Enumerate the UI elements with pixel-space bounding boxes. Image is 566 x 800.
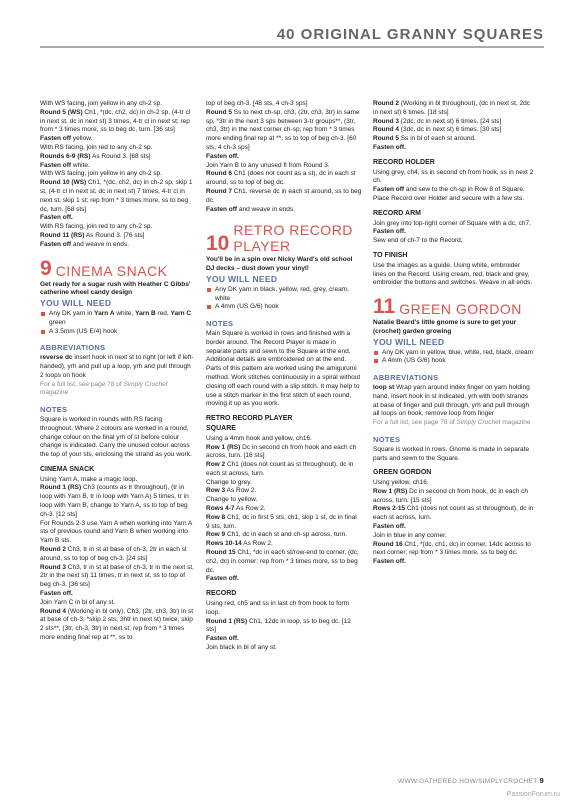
- text: With WS facing, join yellow in any ch-2 sp.: [40, 100, 163, 107]
- instruction: Round 6 Ch1 (does not count as a st), dc in each st around, ss to top of beg dc.: [206, 170, 356, 187]
- instruction: Fasten off white.: [40, 161, 90, 169]
- you-will-need-heading: YOU WILL NEED: [373, 336, 445, 347]
- instruction: Round 15 Ch1, *dc in each st/row-end to corner, (dc, ch2, dc) in corner; rep from * 3 times more, ss to beg dc.: [206, 549, 359, 574]
- text: Join Yarn C in bl of any st.: [40, 598, 116, 606]
- list-item: A 4mm (US G/6) hook: [206, 303, 362, 312]
- column-2: [206, 100, 362, 653]
- header-rule: [40, 46, 544, 48]
- instruction: Round 1 (RS) Ch3 (counts as tr throughout), (tr in loop with Yarn B, tr in loop with Yarn A) 5 times, tr in loop with Yarn B, change to Yarn A, ss to top of beg ch-3. [12 sts]: [40, 484, 189, 518]
- text: Change to yellow.: [206, 496, 258, 504]
- text: With RS facing, join red to any ch-2 sp.: [40, 143, 153, 151]
- instruction: Fasten off.: [206, 575, 239, 583]
- you-will-need-heading: YOU WILL NEED: [40, 298, 112, 309]
- section-title-10: [206, 222, 362, 254]
- column-3: [373, 100, 535, 567]
- instruction: Row 1 (RS) Dc in second ch from hook and each ch across, turn. [16 sts]: [206, 443, 357, 460]
- text: Using yellow, ch16.: [373, 479, 429, 487]
- text: Using red, ch5 and ss in last ch from hook to form loop.: [206, 600, 350, 616]
- abbreviation-reference: For a full list, see page 78 of Simply Crochet magazine: [373, 419, 531, 427]
- instruction: Fasten off.: [373, 143, 406, 151]
- instruction: Fasten off and sew to the ch-sp in Row 8 of Square.: [373, 186, 525, 194]
- abbreviation: loop st Wrap yarn around index finger on yarn holding hand, insert hook in st indicated, yrh with both strands at base of finger and pull through, yrh and pull through all loops on hook, remove loop from finger: [373, 383, 530, 418]
- notes-heading: NOTES: [40, 405, 68, 415]
- text: Place Record over Holder and secure with a few sts.: [373, 194, 525, 202]
- section-number: 10: [206, 232, 230, 256]
- text: top of beg ch-3. [48 sts, 4 ch-3 sps]: [206, 100, 308, 107]
- instruction: Rows 4-7 As Row 2.: [206, 505, 266, 513]
- subheading: SQUARE: [206, 424, 236, 432]
- instruction: Round 16 Ch1, *(dc, ch1, dc) in corner, 14dc across to next corner; rep from * 3 times more, ss to beg dc.: [373, 540, 531, 557]
- instruction: Round 5 Ss to next ch-sp, ch3, (2tr, ch3, 3tr) in same sp, *3tr in the next 3 sps between 3-tr groups**, (3tr, ch3, 3tr) in the next corner ch-sp; rep from * 3 times more ending final rep at **, ss to top of beg ch-3. [60 sts, 4 ch-3 sps]: [206, 108, 360, 151]
- text: Join grey into top-right corner of Square with a dc, ch7.: [373, 219, 531, 227]
- abbreviations-heading: ABBREVIATIONS: [40, 343, 106, 353]
- text: With WS facing, join yellow in any ch-2 sp.: [40, 170, 163, 178]
- text: Change to grey.: [206, 478, 252, 486]
- instruction: Round 7 Ch1, reverse dc in each st around, ss to beg dc.: [206, 187, 362, 204]
- list-item: Any DK yarn in black, yellow, red, grey, cream, white: [206, 286, 362, 304]
- text: For Rounds 2-3 use Yarn A when working into Yarn A sts of previous round and Yarn B when working into Yarn B sts.: [40, 519, 193, 545]
- instruction: Round 11 (RS) As Round 3. [76 sts]: [40, 231, 145, 239]
- subheading: RETRO RECORD PLAYER: [206, 415, 293, 423]
- footer-url[interactable]: WWW.GATHERED.HOW/SIMPLYCROCHET: [398, 778, 538, 785]
- section-intro: Get ready for a sugar rush with Heather C Gibbs' catherine wheel candy design: [40, 280, 191, 297]
- text: With RS facing, join red to any ch-2 sp.: [40, 223, 153, 231]
- section-number: 11: [373, 295, 396, 319]
- instruction: Rows 10-14 As Row 2.: [206, 540, 273, 548]
- section-name: GREEN GORDON: [399, 301, 522, 318]
- list-item: A 3.5mm (US E/4) hook: [40, 328, 195, 337]
- instruction: Fasten off.: [40, 590, 73, 598]
- section-number: 9: [40, 256, 52, 280]
- watermark: PassionForum.ru: [506, 791, 560, 798]
- notes-heading: NOTES: [206, 319, 234, 329]
- abbreviation-reference: For a full list, see page 78 of Simply Crochet magazine: [40, 380, 168, 397]
- instruction: Round 4 (3dc, dc in next st) 6 times. [30 sts]: [373, 126, 502, 134]
- instruction: Fasten off.: [206, 635, 239, 643]
- instruction: Fasten off.: [40, 214, 73, 222]
- list-item: Any DK yarn in yellow, blue, white, red, black, cream: [373, 349, 535, 358]
- text: Join in blue in any corner.: [373, 531, 447, 539]
- instruction: Row 8 Ch1, dc in first 5 sts, ch1, skip 1 st, dc in final 9 sts, turn.: [206, 513, 357, 530]
- subheading: TO FINISH: [373, 251, 408, 259]
- list-item: A 4mm (US G/6) hook: [373, 357, 535, 366]
- instruction: Round 5 (WS) Ch1, *(dc, ch2, dc) in ch-2 sp, (4-tr cl in next st, dc in next st) 3 times, 4-tr cl in next st; rep from * 3 times more, ss to beg dc, turn. [36 sts]: [40, 108, 191, 134]
- instruction: Row 1 (RS) Dc in second ch from hook, dc in each ch across, turn. [15 sts]: [373, 487, 528, 504]
- section-intro: You'll be in a spin over Nicky Ward's old school DJ decks – dust down your vinyl!: [206, 256, 353, 273]
- instruction: Row 2 Ch1 (does not count as st throughout), dc in each st across, turn.: [206, 461, 354, 477]
- section-name: CINEMA SNACK: [55, 262, 168, 279]
- instruction: Round 5 Ss in bl of each st around.: [373, 135, 476, 143]
- instruction: Fasten off.: [373, 558, 406, 566]
- list-item: Any DK yarn in Yarn A white, Yarn B red, Yarn C green: [40, 310, 195, 328]
- notes-text: Square is worked in rows. Gnome is made in separate parts and sewn to the Square.: [373, 445, 530, 462]
- instruction: Round 10 (WS) Ch1, *(dc, ch2, dc) in ch-2 sp, skip 1 st, (4-tr cl in next st, dc in next st) 7 times, 4-tr cl in next st, skip 1 st; rep from * 3 times more, ss to beg dc, turn. [68 sts]: [40, 179, 193, 213]
- text: Join black in bl of any st.: [206, 644, 277, 652]
- subheading: RECORD: [206, 590, 237, 598]
- text: Join Yarn B to any unused fl from Round 3.: [206, 161, 330, 169]
- notes-text: Square is worked in rounds with RS facing throughout. Where 2 colours are worked in a round, change colour on the final yrh of st before colour change is indicated. Carry the unused colour across the top of your sts, enclosing the strand as you work.: [40, 415, 192, 459]
- section-title-9: [40, 258, 195, 279]
- text: Sew end of ch-7 to the Record.: [373, 237, 463, 245]
- instruction: Round 1 (RS) Ch1, 12dc in loop, ss to beg dc. [12 sts]: [206, 617, 351, 634]
- instruction: Fasten off.: [373, 228, 406, 236]
- abbreviations-heading: ABBREVIATIONS: [373, 373, 439, 383]
- notes-heading: NOTES: [373, 434, 401, 444]
- instruction: Round 3 (2dc, dc in next st) 6 times. [24 sts]: [373, 117, 502, 125]
- page-title: 40 ORIGINAL GRANNY SQUARES: [276, 26, 544, 43]
- page-number: 9: [539, 776, 544, 785]
- instruction: Rows 2-15 Ch1 (does not count as st throughout), dc in each st across, turn.: [373, 505, 534, 522]
- page-footer: [398, 776, 544, 785]
- section-name: RETRO RECORD PLAYER: [233, 222, 353, 255]
- text: Using a 4mm hook and yellow, ch16.: [206, 434, 312, 442]
- instruction: Round 3 Ch3, tr in st at base of ch-3, tr in the next st, 2tr in the next st) 11 times, tr in next st, ss to top of beg ch-3. [36 sts]: [40, 563, 194, 589]
- notes-text: Parts of this pattern are worked using the amigurumi method. Work stitches continuously in a spiral without closing off each round with a slip stitch. It may help to use a stitch marker in the first stitch of each round, moving it up as you work.: [206, 365, 361, 408]
- instruction: Round 2 (Working in bl throughout), (dc in next st, 2dc in next st) 6 times. [18 sts]: [373, 100, 531, 116]
- you-will-need-heading: YOU WILL NEED: [206, 273, 278, 284]
- subheading: RECORD HOLDER: [373, 158, 435, 166]
- section-title-11: [373, 296, 535, 317]
- page-header: [0, 0, 566, 56]
- instruction: Fasten off and weave in ends.: [40, 240, 129, 248]
- text: Using grey, ch4, ss in second ch from hook, ss in next 2 ch.: [373, 168, 534, 185]
- text: Use the images as a guide. Using white, embroider lines on the Record. Using cream, red, black and grey, embroider the buttons and switches. Weave in all ends.: [373, 261, 533, 287]
- instruction: Fasten off.: [206, 152, 239, 160]
- subheading: GREEN GORDON: [373, 469, 432, 477]
- subheading: RECORD ARM: [373, 209, 421, 217]
- text: Using Yarn A, make a magic loop.: [40, 475, 138, 483]
- instruction: Rounds 6-9 (RS) As Round 3. [68 sts]: [40, 152, 151, 160]
- column-1: [40, 100, 195, 643]
- abbreviation: reverse dc insert hook in next st to right (or left if left-handed), yrh and pull up a loop, yrh and pull through 2 loops on hook: [40, 354, 194, 379]
- instruction: Row 9 Ch1, dc in each st and ch-sp across, turn.: [206, 531, 347, 539]
- instruction: Fasten off and weave in ends.: [206, 205, 295, 213]
- instruction: Fasten off yellow.: [40, 135, 93, 143]
- instruction: Round 2 Ch3, tr in st at base of ch-3, 2tr in each st around, ss to top of beg ch-3. [24 sts]: [40, 546, 187, 562]
- instruction: Round 4 (Working in bl only), Ch3, (2tr, ch3, 3tr) in st at base of ch-3, *skip 2 sts, 3htr in next st) twice, skip 2 sts**, (3tr, ch-3, 3tr) in next st; rep from * 3 times more ending final rep at **, ss to: [40, 607, 194, 642]
- notes-text: Main Square is worked in rows and finished with a border around. The Record Player is made in separate parts and sewn to the Square at the end. Additional details are embroidered on at the end.: [206, 329, 351, 364]
- instruction: Fasten off.: [373, 523, 406, 531]
- subheading: CINEMA SNACK: [40, 465, 95, 473]
- section-intro: Natalie Beard's little gnome is sure to get your (crochet) garden growing: [373, 319, 517, 335]
- instruction: Row 3 As Row 2.: [206, 487, 257, 495]
